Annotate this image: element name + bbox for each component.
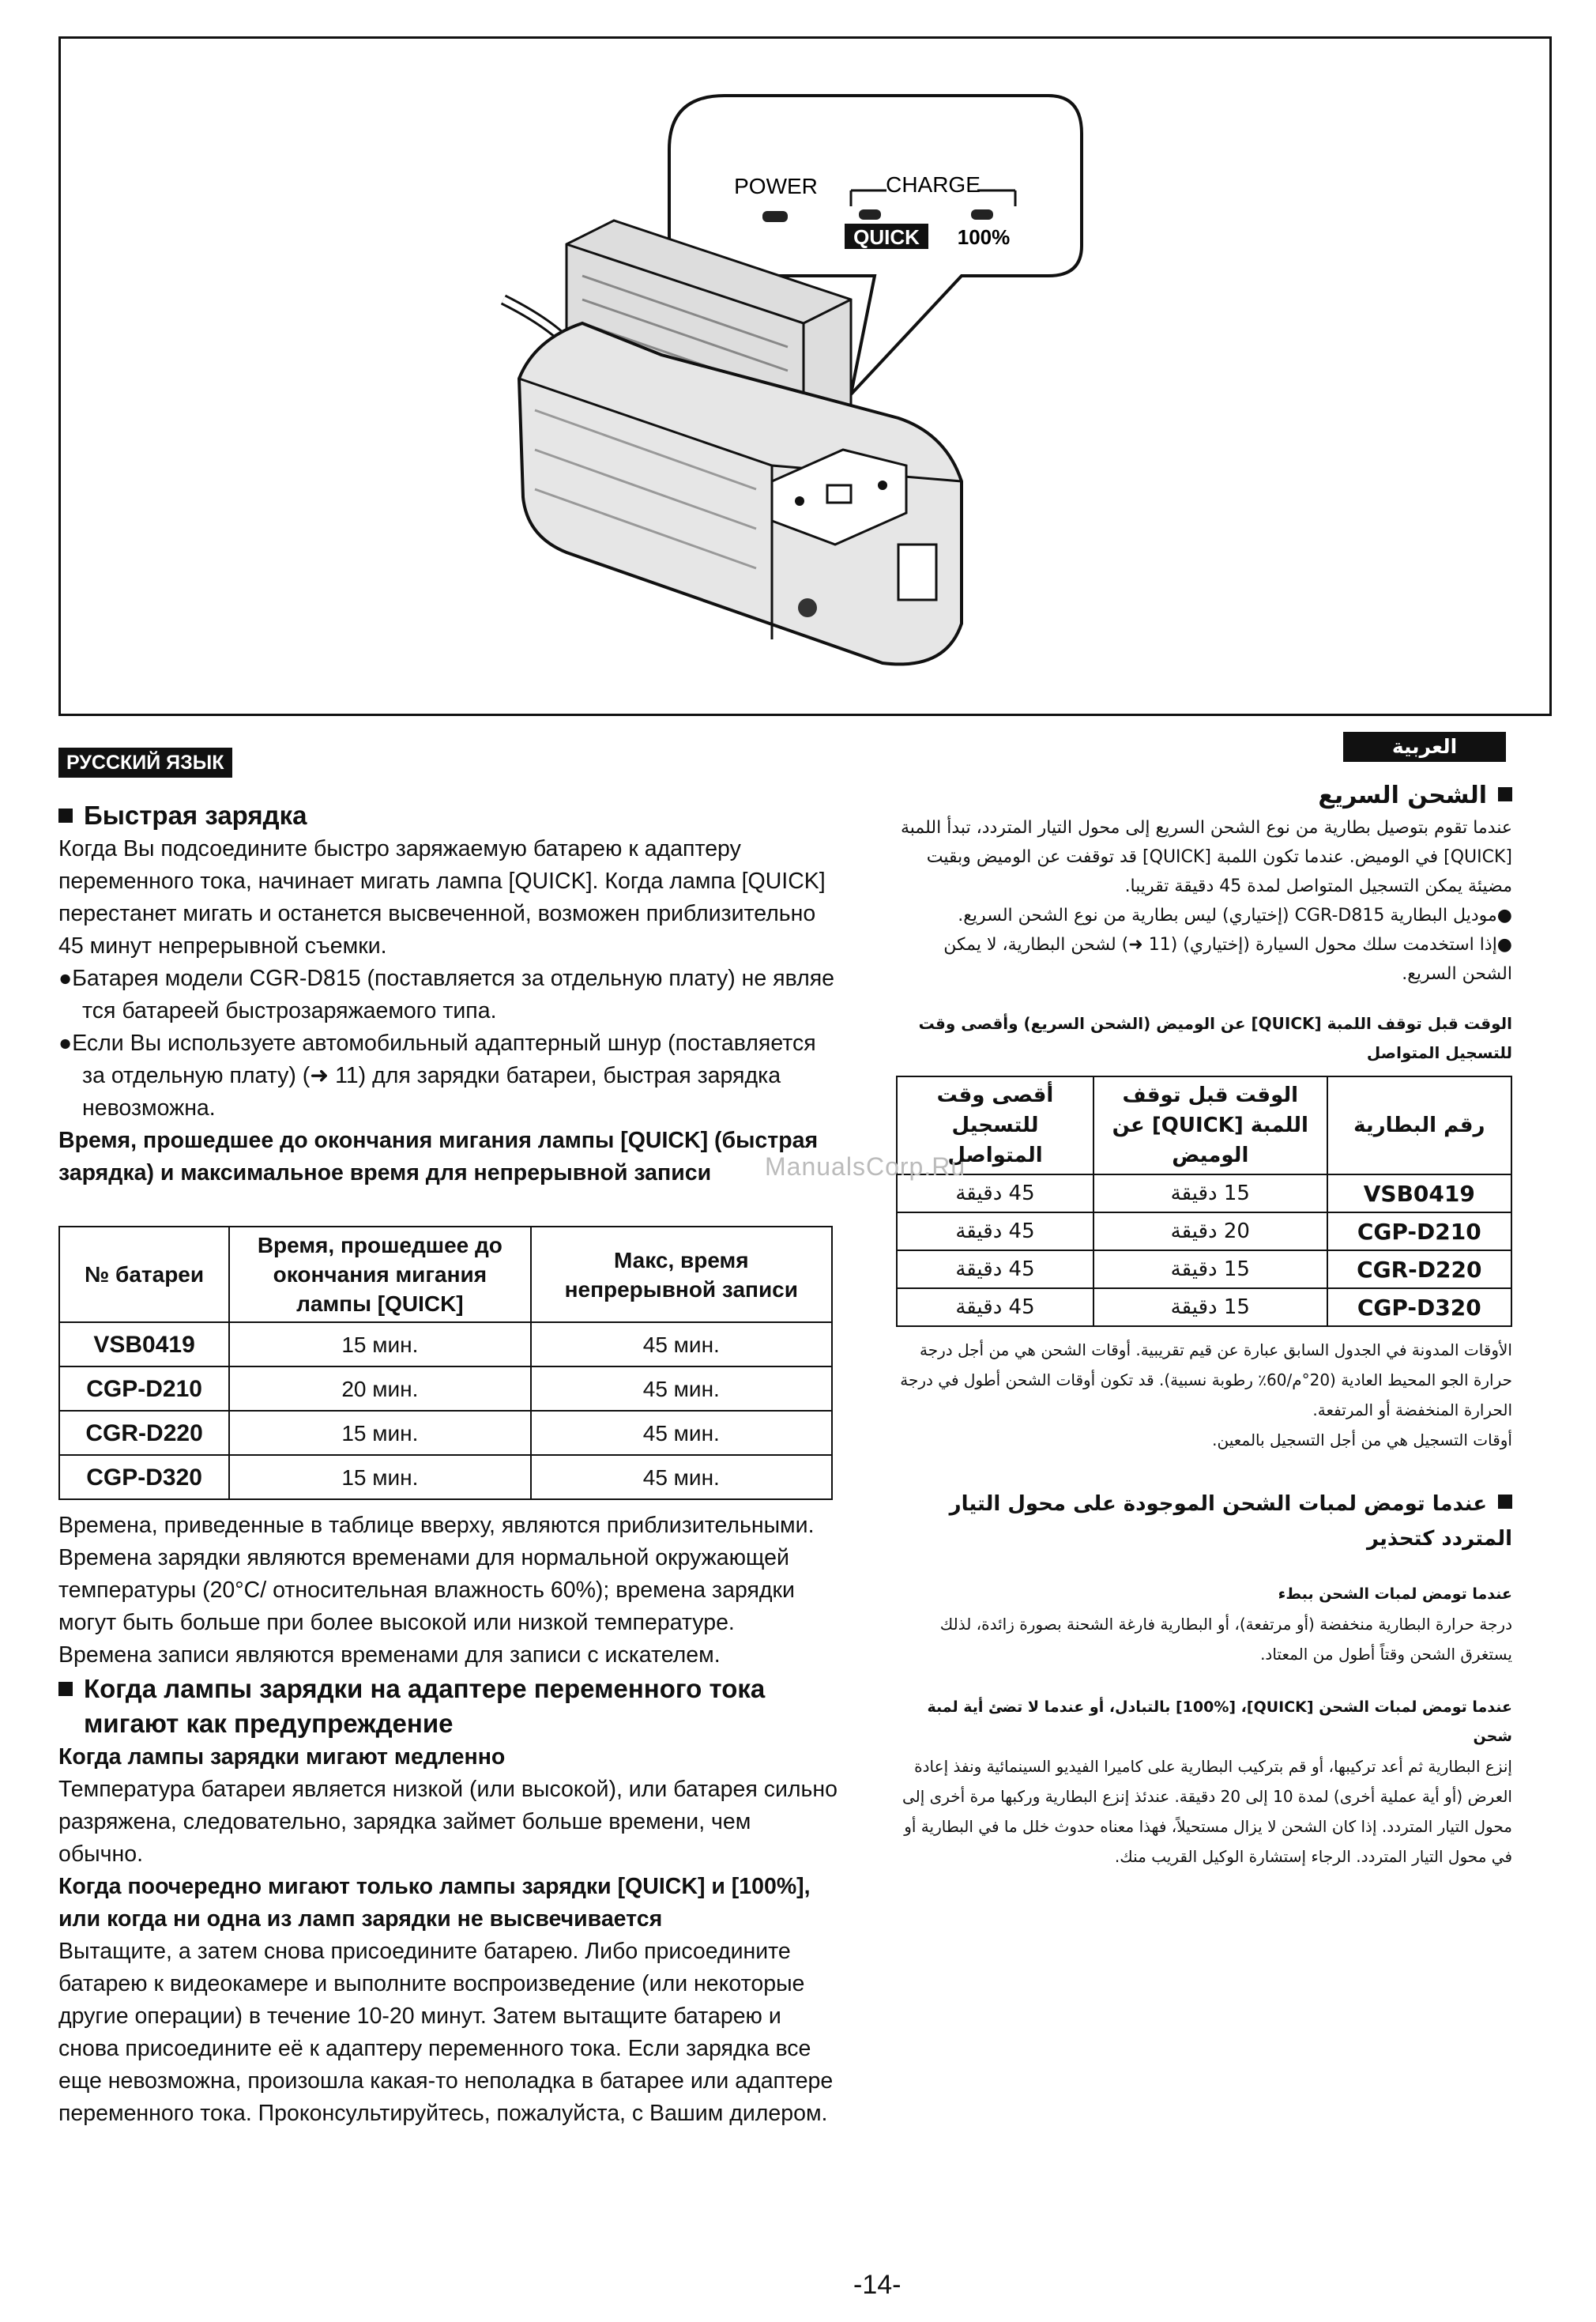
table-header-row <box>897 1076 1511 1174</box>
table-header: الوقت قبل توقف اللمبة [QUICK] عن الوميض <box>1093 1076 1327 1174</box>
ru-heading-slow: Когда лампы зарядки мигают медленно <box>58 1744 506 1770</box>
ar-heading-quick: الشحن السريع <box>896 778 1512 813</box>
ar-column <box>896 778 1512 1872</box>
table-cell: 15 мин. <box>229 1322 530 1366</box>
ru-column <box>58 798 841 2130</box>
table-row <box>897 1288 1511 1326</box>
table-cell: 20 мин. <box>229 1366 530 1411</box>
ru-lang-tag: РУССКИЙ ЯЗЫК <box>58 748 232 778</box>
table-cell: CGP-D210 <box>59 1366 229 1411</box>
table-header-row <box>59 1227 832 1322</box>
ru-heading-warning: Когда лампы зарядки на адаптере переменного тока мигают как предупреждение <box>58 1672 841 1741</box>
square-bullet-icon <box>58 1682 73 1696</box>
ar-slow-text: درجة حرارة البطارية منخفضة (أو مرتفعة)، أو البطارية فارغة الشحنة بصورة زائدة، لذلك يستغرق الشحن وقتاً أطول من المعتاد. <box>939 1615 1512 1664</box>
table-cell: 45 мин. <box>531 1366 832 1411</box>
table-header: Время, прошедшее до окончания мигания лампы [QUICK] <box>229 1227 530 1322</box>
ar-charge-table <box>896 1076 1512 1327</box>
table-cell: 45 دقيقة <box>897 1250 1093 1288</box>
ru-heading-quick: Быстрая зарядка <box>58 798 841 833</box>
table-cell: CGR-D220 <box>1327 1250 1511 1288</box>
ar-heading-warning: عندما تومض لمبات الشحن الموجودة على محول التيار المتردد كتحذير <box>949 1492 1512 1551</box>
table-row <box>897 1250 1511 1288</box>
table-cell: CGP-D320 <box>1327 1288 1511 1326</box>
ru-note: Времена, приведенные в таблице вверху, являются приблизительными. Времена зарядки являются временами для нормальной окружающей температуры (20°C/ относительная влажность 60%); времена зарядки могут быть больше при более высокой или низкой температуре. <box>58 1513 815 1635</box>
watermark: ManualsCorp.Ru <box>765 1152 966 1181</box>
square-bullet-icon <box>1498 787 1512 801</box>
full-lamp-icon <box>971 209 993 220</box>
page-number: -14- <box>853 2270 902 2300</box>
table-header: أقصى وقت للتسجيل المتواصل <box>897 1076 1093 1174</box>
ar-alternate-text: إنزع البطارية ثم أعد تركيبها، أو قم بتركيب البطارية على كاميرا الفيديو السينمائية ونفذ إعادة العرض (أو أية عملية أخرى) لمدة 10 إلى 20 دقيقة. عندئذ إنزع البطارية وركبها مرة أخرى إلى محول التيار المتردد. إذا كان الشحن لا يزال مستحيلاً، فهذا معناه حدوث خلل ما في البطارية أو في محول التيار المتردد. الرجاء إستشارة الوكيل القريب منك. <box>902 1757 1512 1866</box>
quick-lamp-icon <box>859 209 881 220</box>
ru-heading-alternate: Когда поочередно мигают только лампы зарядки [QUICK] и [100%], или когда ни одна из ламп зарядки не высвечивается <box>58 1874 811 1932</box>
square-bullet-icon <box>58 809 73 823</box>
ru-note-2: Времена записи являются временами для записи с искателем. <box>58 1642 721 1668</box>
ar-heading-slow: عندما تومض لمبات الشحن ببطء <box>1278 1585 1512 1603</box>
square-bullet-icon <box>1498 1495 1512 1509</box>
ar-note: الأوقات المدونة في الجدول السابق عبارة عن قيم تقريبية. أوقات الشحن هي من أجل درجة حرارة الجو المحيط العادية (20°م/60٪ رطوبة نسبية). قد تكون أوقات الشحن أطول في درجة الحرارة المنخفضة أو المرتفعة. <box>900 1340 1512 1419</box>
ru-table-title: Время, прошедшее до окончания мигания лампы [QUICK] (быстрая зарядка) и максимальное время для непрерывной записи <box>58 1128 819 1186</box>
table-row <box>59 1322 832 1366</box>
table-row <box>897 1212 1511 1250</box>
ar-heading-alternate: عندما تومض لمبات الشحن [QUICK]، [100%] بالتبادل، أو عندما لا تضئ أية لمبة شحن <box>927 1698 1512 1745</box>
table-cell: 15 دقيقة <box>1093 1250 1327 1288</box>
ar-intro: عندما تقوم بتوصيل بطارية من نوع الشحن السريع إلى محول التيار المتردد، تبدأ اللمبة [QUICK] في الوميض. عندما تكون اللمبة [QUICK] قد توقفت عن الوميض وبقيت مضيئة يمكن التسجيل المتواصل لمدة 45 دقيقة تقريبا. <box>900 818 1512 896</box>
ru-charge-table <box>58 1226 833 1500</box>
ru-slow-text: Температура батареи является низкой (или высокой), или батарея сильно разряжена, следовательно, зарядка займет больше времени, чем обычно. <box>58 1777 838 1867</box>
table-cell: 45 دقيقة <box>897 1288 1093 1326</box>
table-cell: 45 دقيقة <box>897 1174 1093 1212</box>
table-row <box>59 1455 832 1499</box>
table-cell: 45 мин. <box>531 1411 832 1455</box>
ar-lang-tag: العربية <box>1343 732 1506 762</box>
table-cell: 45 мин. <box>531 1322 832 1366</box>
table-cell: 15 دقيقة <box>1093 1288 1327 1326</box>
table-row <box>59 1366 832 1411</box>
table-cell: CGP-D320 <box>59 1455 229 1499</box>
table-header: رقم البطارية <box>1327 1076 1511 1174</box>
charger-drawing <box>61 39 1549 714</box>
ru-bullet-1: ●Батарея модели CGR-D815 (поставляется за отдельную плату) не являе тся батареей быстрозаряжаемого типа. <box>58 966 834 1023</box>
ar-note-2: أوقات التسجيل هي من أجل التسجيل بالمعين. <box>1212 1431 1512 1449</box>
ru-intro: Когда Вы подсоедините быстро заряжаемую батарею к адаптеру переменного тока, начинает мигать лампа [QUICK]. Когда лампа [QUICK] перестанет мигать и останется высвеченной, возможен приблизительно 45 минут непрерывной съемки. <box>58 836 826 959</box>
table-cell: CGP-D210 <box>1327 1212 1511 1250</box>
table-cell: 15 мин. <box>229 1455 530 1499</box>
table-header: № батареи <box>59 1227 229 1322</box>
charger-illustration <box>58 36 1552 716</box>
ar-bullet-2: ●إذا استخدمت سلك محول السيارة (إختياري) (11 ➜) لشحن البطارية، لا يمكن الشحن السريع. <box>943 935 1512 984</box>
ru-bullet-2: ●Если Вы используете автомобильный адаптерный шнур (поставляется за отдельную плату) (➜ 11) для зарядки батареи, быстрая зарядка невозможна. <box>58 1031 816 1121</box>
table-cell: 45 دقيقة <box>897 1212 1093 1250</box>
charge-label: CHARGE <box>886 172 981 197</box>
table-cell: 45 мин. <box>531 1455 832 1499</box>
quick-label: QUICK <box>853 225 920 249</box>
table-header: Макс, время непрерывной записи <box>531 1227 832 1322</box>
table-row <box>59 1411 832 1455</box>
power-lamp-icon <box>762 211 788 222</box>
table-cell: VSB0419 <box>59 1322 229 1366</box>
table-cell: 15 دقيقة <box>1093 1174 1327 1212</box>
ar-bullet-1: ●موديل البطارية CGR-D815 (إختياري) ليس بطارية من نوع الشحن السريع. <box>958 906 1512 925</box>
table-cell: VSB0419 <box>1327 1174 1511 1212</box>
full-label: 100% <box>957 225 1011 249</box>
table-cell: 20 دقيقة <box>1093 1212 1327 1250</box>
power-label: POWER <box>734 174 818 198</box>
ar-table-title: الوقت قبل توقف اللمبة [QUICK] عن الوميض (الشحن السريع) وأقصى وقت للتسجيل المتواصل <box>918 1014 1512 1062</box>
ru-alternate-text: Вытащите, а затем снова присоедините батарею. Либо присоедините батарею к видеокамере и выполните воспроизведение (или некоторые другие операции) в течение 10-20 минут. Затем вытащите батарею и снова присоедините её к адаптеру переменного тока. Если зарядка все еще невозможна, произошла какая-то неполадка в батарее или адаптере переменного тока. Проконсультируйтесь, пожалуйста, с Вашим дилером. <box>58 1939 834 2126</box>
table-cell: 15 мин. <box>229 1411 530 1455</box>
table-row <box>897 1174 1511 1212</box>
table-cell: CGR-D220 <box>59 1411 229 1455</box>
